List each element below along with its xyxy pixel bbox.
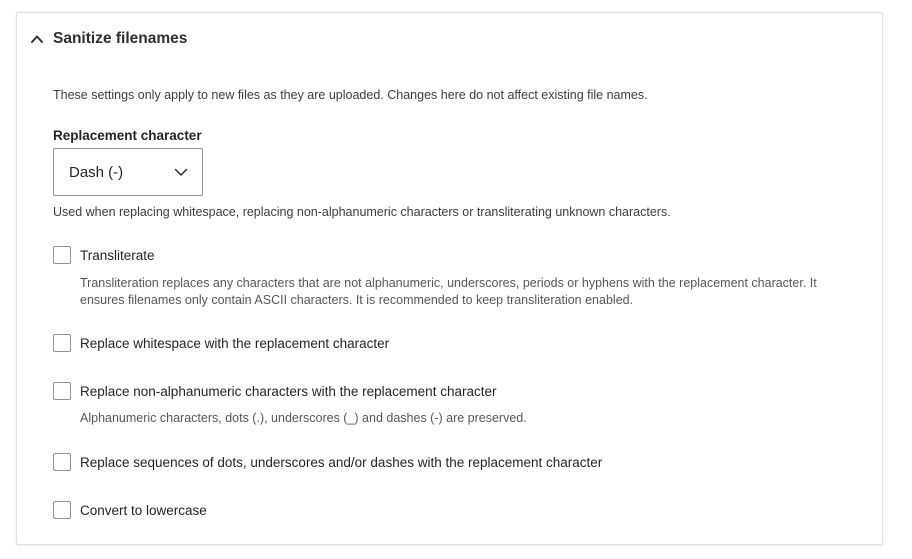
option-replace-sequences [53, 453, 602, 471]
chevron-up-icon [29, 31, 45, 47]
option-replace-non-alphanumeric [53, 382, 496, 400]
option-convert-lowercase [53, 501, 207, 519]
convert-lowercase-label[interactable]: Convert to lowercase [80, 502, 207, 518]
transliterate-checkbox[interactable] [53, 246, 71, 264]
replace-non-alphanumeric-help: Alphanumeric characters, dots (.), underscores (_) and dashes (-) are preserved. [80, 411, 527, 425]
replace-whitespace-label[interactable]: Replace whitespace with the replacement character [80, 335, 390, 351]
replace-non-alphanumeric-label[interactable]: Replace non-alphanumeric characters with the replacement character [80, 383, 497, 399]
select-value: Dash (-) [69, 163, 124, 181]
replacement-character-help: Used when replacing whitespace, replacing non-alphanumeric characters or transliterating unknown characters. [53, 205, 671, 219]
transliterate-help-line2: ensures filenames only contain ASCII characters. It is recommended to keep transliteration enabled. [80, 293, 634, 307]
chevron-down-icon [174, 165, 188, 179]
details-title: Sanitize filenames [53, 30, 188, 47]
transliterate-label[interactable]: Transliterate [80, 247, 155, 263]
replacement-character-select[interactable] [53, 148, 203, 196]
transliterate-help [80, 275, 840, 309]
convert-lowercase-checkbox[interactable] [53, 501, 71, 519]
option-replace-whitespace [53, 334, 389, 352]
replace-sequences-checkbox[interactable] [53, 453, 71, 471]
sanitize-filenames-details [16, 12, 883, 545]
replace-whitespace-checkbox[interactable] [53, 334, 71, 352]
transliterate-help-line1: Transliteration replaces any characters that are not alphanumeric, underscores, periods or hyphens with the replacement character. It [80, 276, 817, 290]
details-summary-toggle[interactable] [29, 27, 187, 51]
replacement-character-label: Replacement character [53, 128, 202, 143]
option-transliterate [53, 246, 155, 264]
replace-non-alphanumeric-checkbox[interactable] [53, 382, 71, 400]
replace-sequences-label[interactable]: Replace sequences of dots, underscores and/or dashes with the replacement character [80, 454, 603, 470]
details-description: These settings only apply to new files as they are uploaded. Changes here do not affect existing file names. [53, 88, 648, 102]
